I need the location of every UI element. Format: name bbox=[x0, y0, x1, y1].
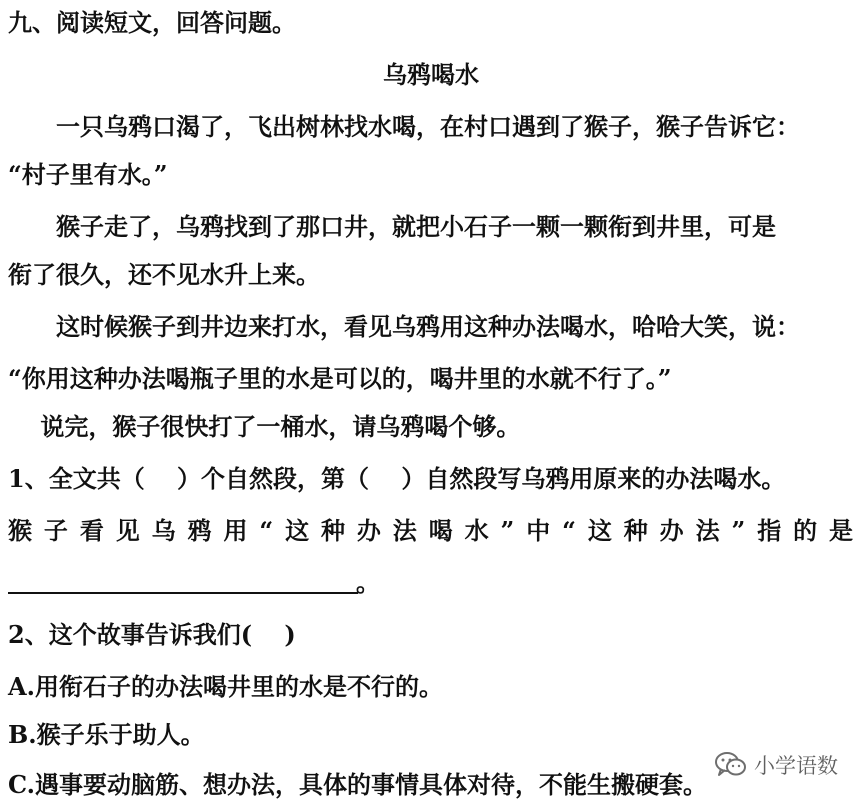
question-1-line-2-char: 鸦 bbox=[187, 516, 212, 545]
question-1-line-2-char: ” bbox=[500, 516, 515, 545]
question-1-line-2-char: 见 bbox=[115, 516, 140, 545]
question-1-line-2-char: 水 bbox=[464, 516, 489, 545]
question-1-line-2-char: 种 bbox=[623, 516, 648, 545]
passage-line-7: 说完，猴子很快打了一桶水，请乌鸦喝个够。 bbox=[8, 412, 521, 441]
question-1-line-2-char: 的 bbox=[793, 516, 818, 545]
question-1-line-2-char: 用 bbox=[223, 516, 248, 545]
question-1-line-2-char: 办 bbox=[356, 516, 381, 545]
option-a: A.用衔石子的办法喝井里的水是不行的。 bbox=[8, 672, 443, 701]
question-1-line-2-char: 指 bbox=[757, 516, 782, 545]
section-heading: 九、阅读短文，回答问题。 bbox=[8, 8, 296, 37]
question-1-line-2-char: 法 bbox=[392, 516, 417, 545]
question-1-line-2-char: “ bbox=[259, 516, 274, 545]
passage-line-5: 这时候猴子到井边来打水，看见乌鸦用这种办法喝水，哈哈大笑，说： bbox=[8, 312, 800, 341]
wechat-icon bbox=[714, 750, 748, 780]
question-1-line-2-char: 看 bbox=[79, 516, 104, 545]
question-1-line-2-char: 种 bbox=[320, 516, 345, 545]
question-1-line-2-char: 这 bbox=[587, 516, 612, 545]
option-c: C.遇事要动脑筋、想办法，具体的事情具体对待，不能生搬硬套。 bbox=[8, 770, 708, 799]
passage-title: 乌鸦喝水 bbox=[383, 60, 479, 89]
option-b: B.猴子乐于助人。 bbox=[8, 720, 205, 749]
question-1-line-2-char: 喝 bbox=[428, 516, 453, 545]
passage-line-6: “你用这种办法喝瓶子里的水是可以的，喝井里的水就不行了。” bbox=[8, 364, 672, 393]
question-1-line-2-char: 办 bbox=[659, 516, 684, 545]
answer-period: 。 bbox=[356, 568, 380, 597]
passage-line-3: 猴子走了，乌鸦找到了那口井，就把小石子一颗一颗衔到井里，可是 bbox=[8, 212, 776, 241]
watermark-text: 小学语数 bbox=[754, 754, 838, 778]
question-1-line-2-char: 法 bbox=[695, 516, 720, 545]
question-1-line-2-char: 这 bbox=[285, 516, 310, 545]
passage-line-2: “村子里有水。” bbox=[8, 160, 168, 189]
question-1-line-2-char: ” bbox=[731, 516, 746, 545]
question-1-line-2-char: 中 bbox=[526, 516, 551, 545]
watermark bbox=[714, 750, 838, 780]
passage-line-1: 一只乌鸦口渴了，飞出树林找水喝，在村口遇到了猴子，猴子告诉它： bbox=[8, 112, 800, 141]
question-1-line-2-char: 猴 bbox=[8, 516, 32, 545]
question-1-line-2-char: “ bbox=[562, 516, 576, 545]
question-1-line-2-char: 乌 bbox=[151, 516, 176, 545]
question-1-line-2-char: 子 bbox=[43, 516, 68, 545]
answer-blank-line bbox=[8, 592, 358, 594]
question-2-stem: 2、这个故事告诉我们( ) bbox=[8, 620, 296, 649]
question-1-line-1: 1、全文共（ ）个自然段，第（ ）自然段写乌鸦用原来的办法喝水。 bbox=[8, 464, 786, 493]
passage-line-4: 衔了很久，还不见水升上来。 bbox=[8, 260, 320, 289]
question-1-line-2 bbox=[8, 516, 853, 546]
question-1-line-2-char: 是 bbox=[829, 516, 853, 545]
